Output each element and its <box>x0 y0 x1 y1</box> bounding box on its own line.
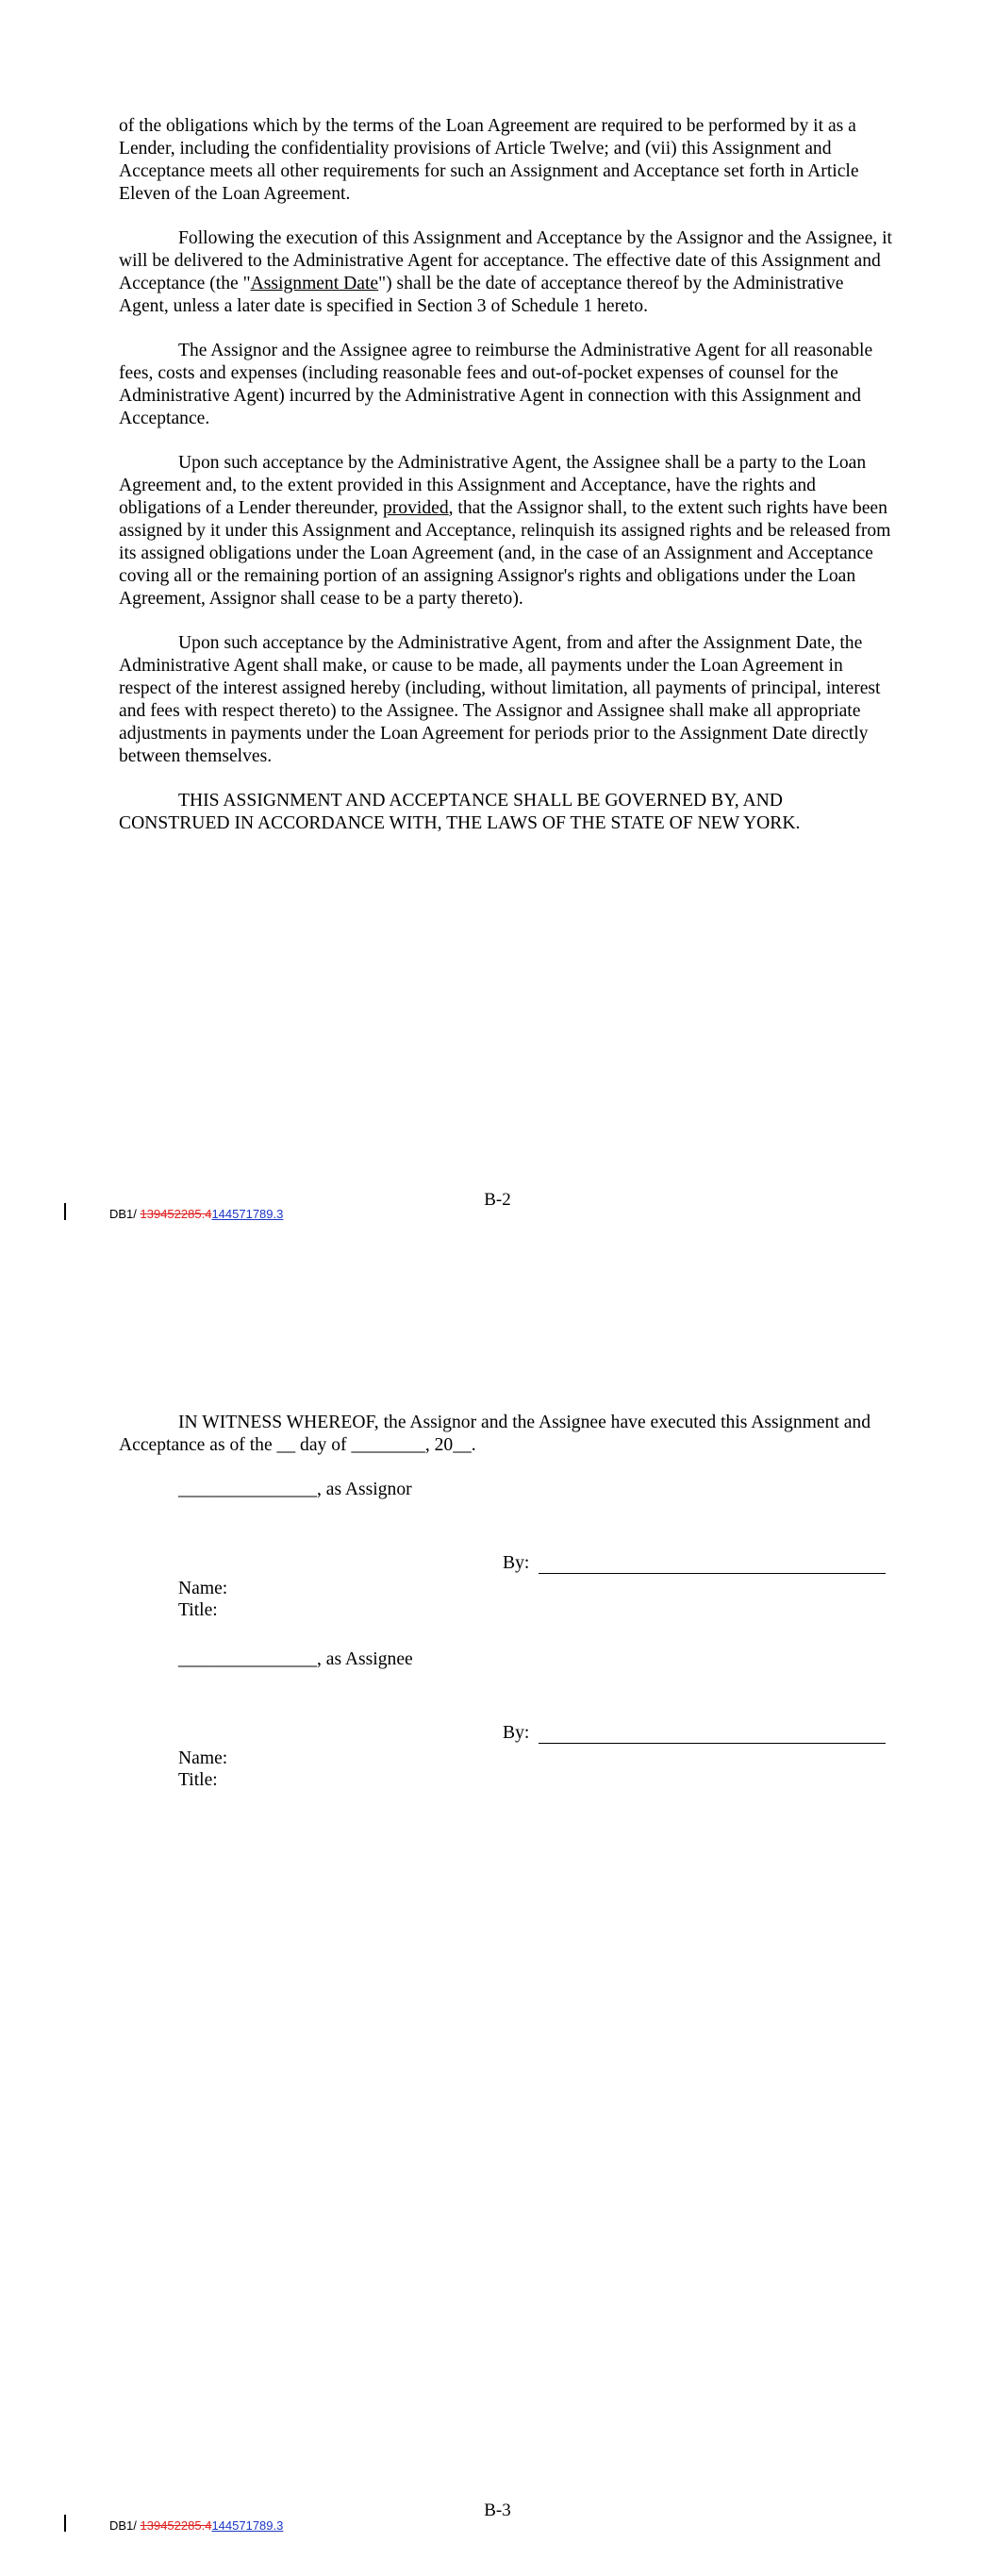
assignor-signature-row <box>503 1553 886 1574</box>
assignor-name-label: Name: <box>178 1579 228 1598</box>
footer-doc-id <box>109 1207 283 1221</box>
assignor-title-label: Title: <box>178 1600 218 1620</box>
footer-prefix: DB1/ <box>109 2518 141 2533</box>
paragraph-reimburse: The Assignor and the Assignee agree to reimburse the Administrative Agent for all reasonable fees, costs and expenses (including reasonable fees and out-of-pocket expenses of counsel for the Administrative Agent) incurred by the Administrative Agent in connection with this Assignment and Acceptance. <box>119 341 873 428</box>
page-b3 <box>0 1293 995 2576</box>
footer-inserted-id: 144571789.3 <box>211 2518 284 2533</box>
witness-block <box>119 1412 892 1479</box>
witness-paragraph: IN WITNESS WHEREOF, the Assignor and the Assignee have executed this Assignment and Acceptance as of the __ day of ________, 20__. <box>119 1413 871 1455</box>
assignee-line: _______________, as Assignee <box>178 1649 413 1669</box>
signature-rule <box>539 1558 886 1574</box>
assignee-signature-row <box>503 1723 886 1744</box>
page-number: B-3 <box>484 2501 511 2520</box>
footer-deleted-id: 139452285.4 <box>140 2518 212 2533</box>
footer-deleted-id: 139452285.4 <box>140 1207 212 1221</box>
by-label: By: <box>503 1553 530 1573</box>
signature-rule <box>539 1728 886 1744</box>
paragraph-payments: Upon such acceptance by the Administrative Agent, from and after the Assignment Date, the Administrative Agent shall make, or cause to be made, all payments under the Loan Agreement in respect of the interest assigned hereby (including, without limitation, all payments of principal, interest and fees with respect thereto) to the Assignee. The Assignor and Assignee shall make all appropriate adjustments in payments under the Loan Agreement for periods prior to the Assignment Date directly between themselves. <box>119 633 881 766</box>
assignor-line: _______________, as Assignor <box>178 1480 412 1499</box>
footer-prefix: DB1/ <box>109 1207 141 1221</box>
paragraph-execution <box>119 227 892 318</box>
underlined-provided: provided <box>382 498 449 518</box>
text-run: Following the execution of this Assignment and Acceptance by the Assignor and the Assignee, it will be delivered to the Administrative Agent for acceptance. The effective date of this Assignment and Acceptance (the " <box>119 228 892 293</box>
paragraph-acceptance-rights <box>119 452 892 611</box>
footer-doc-id <box>109 2518 283 2533</box>
defined-term-assignment-date: Assignment Date <box>250 274 379 293</box>
paragraph-governing-law: THIS ASSIGNMENT AND ACCEPTANCE SHALL BE GOVERNED BY, AND CONSTRUED IN ACCORDANCE WITH, THE LAWS OF THE STATE OF NEW YORK. <box>119 791 801 833</box>
paragraph-obligations: of the obligations which by the terms of the Loan Agreement are required to be performed by it as a Lender, including the confidentiality provisions of Article Twelve; and (vii) this Assignment and Acceptance meets all other requirements for such an Assignment and Acceptance set forth in Article Eleven of the Loan Agreement. <box>119 116 859 204</box>
page-number: B-2 <box>484 1190 511 1210</box>
assignee-title-label: Title: <box>178 1770 218 1790</box>
footer-inserted-id: 144571789.3 <box>211 1207 284 1221</box>
text-run: , that the Assignor shall, to the extent such rights have been assigned by it under this Assignment and Acceptance, relinquish its assigned rights and be released from its assigned obligations under the Loan Agreement (and, in the case of an Assignment and Acceptance coving all or the remaining portion of an assigning Assignor's rights and obligations under the Loan Agreement, Assignor shall cease to be a party thereto). <box>119 498 891 609</box>
change-bar <box>64 1203 66 1220</box>
change-bar <box>64 2515 66 2532</box>
text-run: ") shall be the date of acceptance thereof by the Administrative Agent, unless a later date is specified in Section 3 of Schedule 1 hereto. <box>119 274 844 316</box>
text-run: Upon such acceptance by the Administrative Agent, the Assignee shall be a party to the Loan Agreement and, to the extent provided in this Assignment and Acceptance, have the rights and obligations of a Lender thereunder, <box>119 453 867 518</box>
assignee-name-label: Name: <box>178 1748 228 1768</box>
by-label: By: <box>503 1723 530 1743</box>
body-text <box>119 115 892 857</box>
